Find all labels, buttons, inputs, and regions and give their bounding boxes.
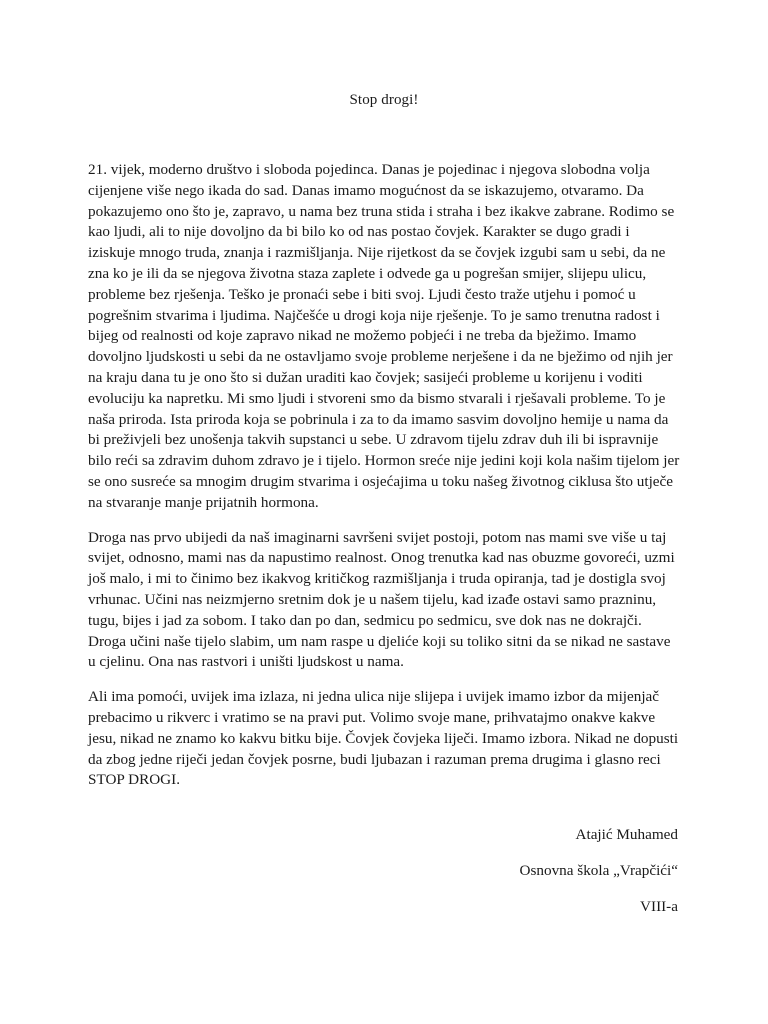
paragraph-1 <box>88 160 686 514</box>
paragraph-3 <box>88 687 686 791</box>
text-line: svijet, odnosno, mami nas da napustimo realnost. Onog trenutka kad nas obuzme govoreći, uzmi <box>88 549 675 567</box>
text-line: se ono susreće sa mnogim drugim stvarima i osjećajima u toku našeg životnog ciklusa što utječe <box>88 472 674 490</box>
text-line: evoluciju ka napretku. Mi smo ljudi i stvoreni smo da bismo stvarali i rješavali probleme. To je <box>88 389 666 407</box>
text-line: pogrešnim stvarima i ljudima. Najčešće u drogi koja nije rješenje. To je samo trenutna radost i <box>88 306 660 324</box>
text-line: jesu, nikad ne znamo ko kakvu bitku bije. Čovjek čovjeka liječi. Imamo izbora. Nikad ne dopusti <box>88 729 679 747</box>
text-line: u cjelinu. Ona nas rastvori i uništi ljudskost u nama. <box>88 653 404 671</box>
school-name: Osnovna škola „Vrapčići“ <box>519 862 678 879</box>
text-line: na stvaranje manje prijatnih hormona. <box>88 493 319 511</box>
text-line: cijenjene više nego ikada do sad. Danas imamo mogućnost da se iskazujemo, otvaramo. Da <box>88 181 644 199</box>
text-line: probleme bez rješenja. Teško je pronaći sebe i biti svoj. Ljudi često traže utjehu i pomoć u <box>88 285 636 303</box>
document-title: Stop drogi! <box>349 92 419 108</box>
text-line: naša priroda. Ista priroda koja se pobrinula i za to da imamo sasvim dovoljno hemije u nama da <box>88 410 669 428</box>
text-line: STOP DROGI. <box>88 771 180 789</box>
text-line: pokazujemo ono što je, zapravo, u nama bez truna stida i straha i bez ikakve zabrane. Rodimo se <box>88 202 675 220</box>
text-line: još malo, i mi to činimo bez ikakvog kritičkog razmišljanja i truda opiranja, tad je dostigla svoj <box>88 570 666 588</box>
text-line: bijeg od realnosti od koje zapravo nikad ne možemo pobjeći i ne treba da bježimo. Imamo <box>88 327 637 345</box>
text-line: Ali ima pomoći, uvijek ima izlaza, ni jedna ulica nije slijepa i uvijek imamo izbor da mijenjač <box>88 688 660 706</box>
signature-block <box>520 826 679 934</box>
text-line: 21. vijek, moderno društvo i sloboda pojedinca. Danas je pojedinac i njegova slobodna volja <box>88 161 650 178</box>
text-line: Droga učini naše tijelo slabim, um nam raspe u djeliće koji su toliko sitni da se nikad ne sastave <box>88 632 671 650</box>
text-line: iziskuje mnogo truda, znanja i razmišljanja. Nije rijetkost da se čovjek izgubi sam u sebi, da ne <box>88 244 666 262</box>
text-line: na kraju dana tu je ono što si dužan uraditi kao čovjek; sasijeći probleme u korijenu i voditi <box>88 368 643 386</box>
text-line: bilo reći sa zdravim duhom zdravo je i tijelo. Hormon sreće nije jedini koji kola našim tijelom jer <box>88 452 680 470</box>
text-line: vrhunac. Učini nas neizmjerno sretnim dok je u našem tijelu, kad izađe ostavi samo prazninu, <box>88 590 657 608</box>
text-line: dovoljno ljudskosti u sebi da ne ostavljamo svoje probleme nerješene i da ne bježimo od njih jer <box>88 348 673 366</box>
author-name: Atajić Muhamed <box>575 826 678 843</box>
grade-label: VIII-a <box>640 898 678 915</box>
text-line: bi preživjeli bez unošenja takvih supstanci u sebe. U zdravom tijelu zdrav duh ili bi ispravnije <box>88 431 659 449</box>
text-line: da zbog jedne riječi jedan čovjek posrne, budi ljubazan i razuman prema drugima i glasno reci <box>88 750 661 768</box>
text-line: zna ko je ili da se njegova životna staza zaplete i odvede ga u pogrešan smijer, slijepu ulicu, <box>88 264 647 282</box>
text-line: Droga nas prvo ubijedi da naš imaginarni savršeni svijet postoji, potom nas mami sve više u taj <box>88 528 667 546</box>
text-line: kao ljudi, ali to nije dovoljno da bi bilo ko od nas postao čovjek. Karakter se dugo gradi i <box>88 223 630 241</box>
paragraph-2 <box>88 528 686 674</box>
text-line: tugu, bijes i jad za sobom. I tako dan po dan, sedmicu po sedmicu, sve dok nas ne dokrajči. <box>88 611 642 629</box>
document-body <box>88 160 686 805</box>
text-line: prebacimo u rikverc i vratimo se na pravi put. Volimo svoje mane, prihvatajmo onakve kakve <box>88 708 656 726</box>
